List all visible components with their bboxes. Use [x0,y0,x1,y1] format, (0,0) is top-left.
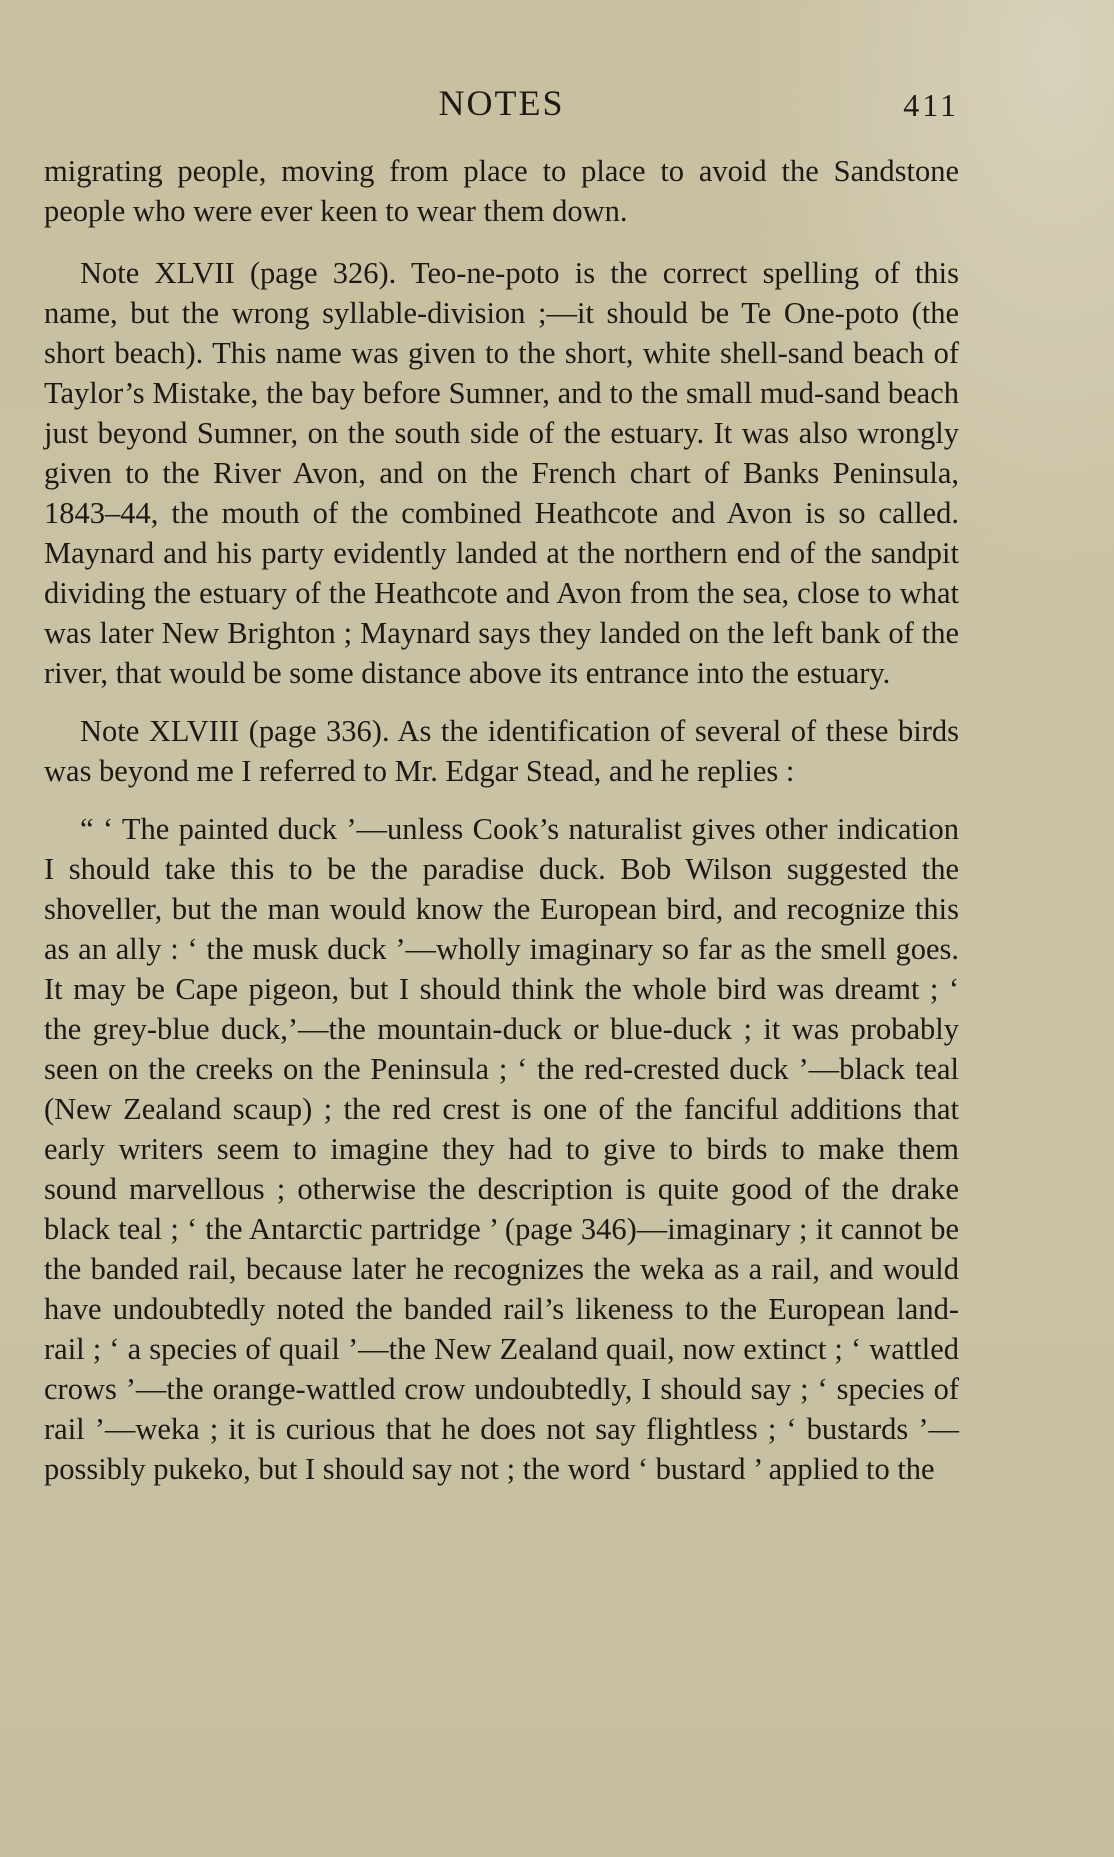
body-text [44,151,959,1507]
page-number: 411 [903,87,959,123]
running-head [44,78,959,128]
paragraph-note-xlvii: Note XLVII (page 326). Teo-ne-poto is the correct spelling of this name, but the wrong syllable-division ;—it should be Te One-poto (the short beach). This name was given to the short, white shell-sand beach of Taylor’s Mistake, the bay before Sumner, and to the small mud-sand beach just beyond Sumner, on the south side of the estuary. It was also wrongly given to the River Avon, and on the French chart of Banks Peninsula, 1843–44, the mouth of the combined Heathcote and Avon is so called. Maynard and his party evidently landed at the northern end of the sandpit dividing the estuary of the Heathcote and Avon from the sea, close to what was later New Brighton ; Maynard says they landed on the left bank of the river, that would be some distance above its entrance into the estuary. [44,256,959,690]
paragraph-note-xlviii: Note XLVIII (page 336). As the identification of several of these birds was beyond me I referred to Mr. Edgar Stead, and he replies : [44,714,959,788]
paragraph-continuation: migrating people, moving from place to place to avoid the Sandstone people who were ever keen to wear them down. [44,154,959,228]
running-head-title: NOTES [438,83,565,123]
book-page [44,0,959,1857]
paragraph-quotation: “ ‘ The painted duck ’—unless Cook’s naturalist gives other indication I should take this to be the paradise duck. Bob Wilson suggested the shoveller, but the man would know the European bird, and recognize this as an ally : ‘ the musk duck ’—wholly imaginary so far as the smell goes. It may be Cape pigeon, but I should think the whole bird was dreamt ; ‘ the grey-blue duck,’—the mountain-duck or blue-duck ; it was probably seen on the creeks on the Peninsula ; ‘ the red-crested duck ’—black teal (New Zealand scaup) ; the red crest is one of the fanciful additions that early writers seem to imagine they had to give to birds to make them sound marvellous ; otherwise the description is quite good of the drake black teal ; ‘ the Antarctic partridge ’ (page 346)—imaginary ; it cannot be the banded rail, because later he recognizes the weka as a rail, and would have undoubtedly noted the banded rail’s likeness to the European land-rail ; ‘ a species of quail ’—the New Zealand quail, now extinct ; ‘ wattled crows ’—the orange-wattled crow undoubtedly, I should say ; ‘ species of rail ’—weka ; it is curious that he does not say flightless ; ‘ bustards ’—possibly pukeko, but I should say not ; the word ‘ bustard ’ applied to the [44,812,959,1486]
